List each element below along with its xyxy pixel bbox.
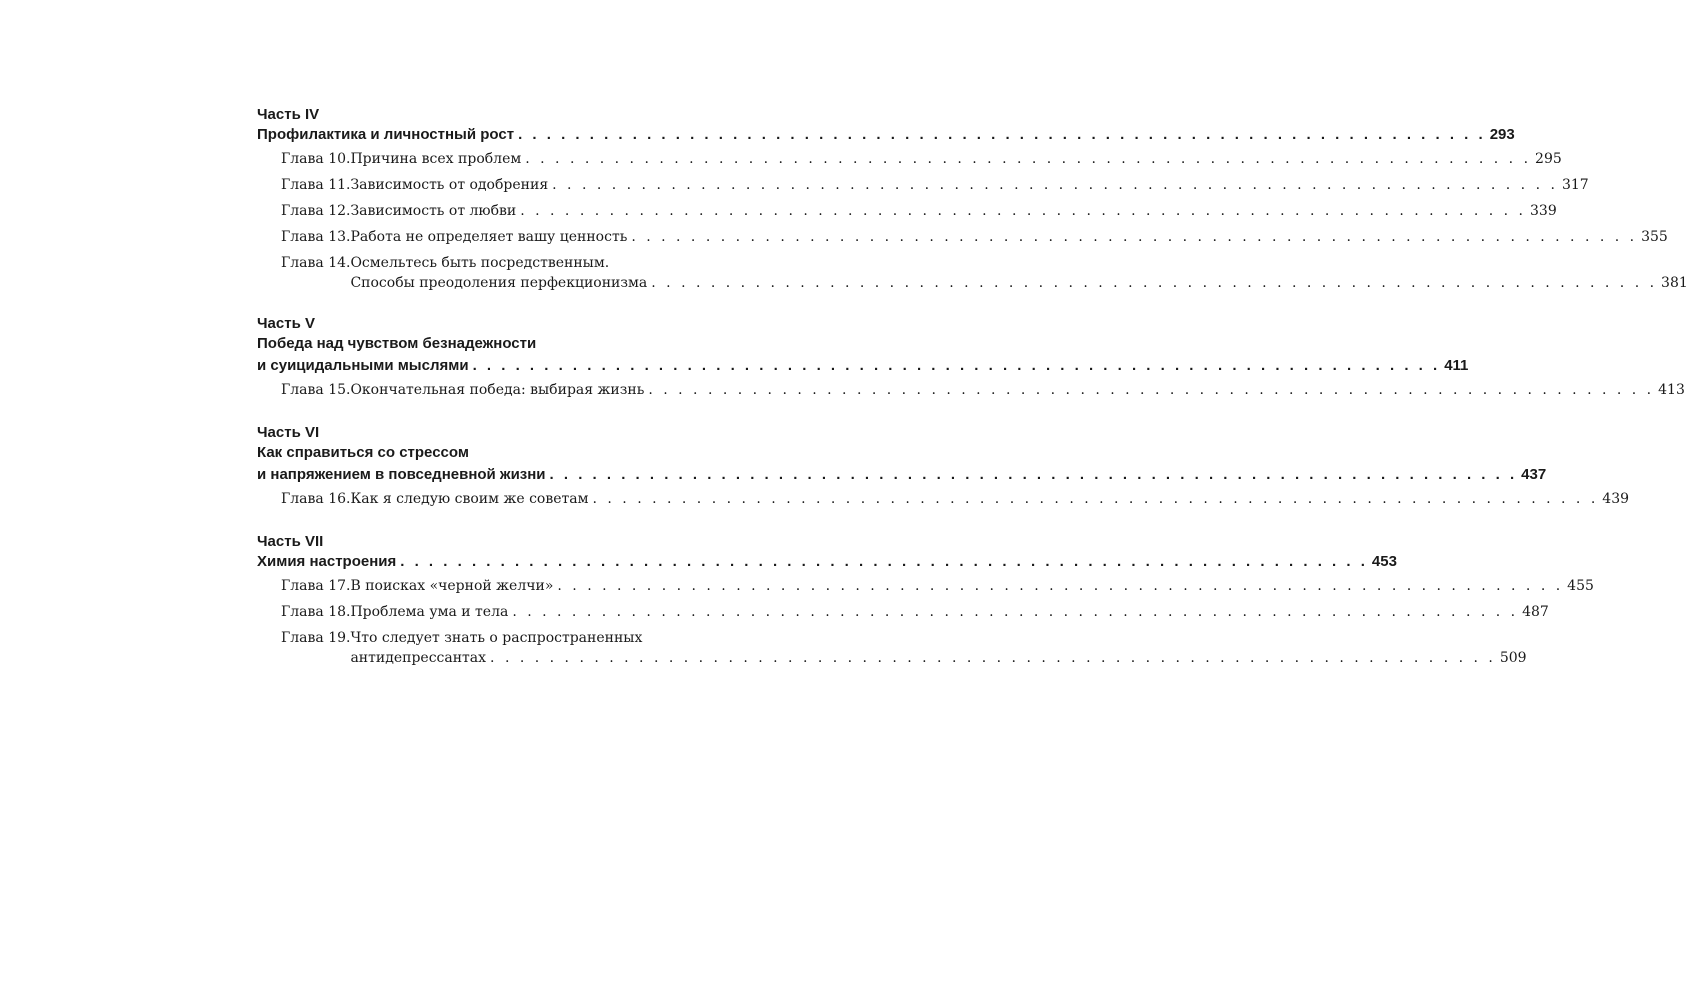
chapter-title-line: Что следует знать о распространенных [350,630,643,646]
part-label: Часть VI [257,424,320,441]
chapter-entry-line [350,573,1593,599]
part-label: Часть V [257,315,315,332]
part-title-line: Как справиться со стрессом [257,444,469,461]
toc-chapter [257,250,1688,294]
dot-leader: . . . . . . . . . . . . . . . . . . . . . . . . . . . . . . . . . . . . . . . . . . . . . . . . . . . . . . . . . . . . . . . . . . . . [490,650,1496,666]
part-label: Часть VII [257,533,324,550]
chapter-body [350,146,1561,172]
chapter-body [350,250,1687,294]
chapter-page-number: 381 [1661,275,1688,291]
chapter-page-number: 509 [1499,650,1527,666]
chapter-label: Глава 14. [281,255,351,271]
chapter-label: Глава 17. [281,578,351,594]
dot-leader: . . . . . . . . . . . . . . . . . . . . . . . . . . . . . . . . . . . . . . . . . . . . . . . . . . . . . . . . . . . . . . . . . . . . [400,553,1368,570]
chapter-label: Глава 13. [281,229,351,245]
chapter-page-number: 455 [1567,578,1594,594]
chapter-body [350,172,1588,198]
part-title [257,333,1469,377]
chapter-page-number: 487 [1522,604,1549,620]
chapter-title: Проблема ума и тела [350,604,509,620]
chapter-page-number: 317 [1561,177,1589,193]
part-page-number: 437 [1521,466,1547,483]
toc-chapter [257,625,1527,669]
chapter-title: Зависимость от одобрения [350,177,549,193]
chapter-label: Глава 11. [281,177,351,193]
part-title: и напряжением в повседневной жизни [257,466,546,483]
chapter-title-line: Осмельтесь быть посредственным. [350,255,610,271]
toc-chapter [257,198,1557,224]
chapter-body [350,625,1526,669]
chapter-page-number: 295 [1535,151,1562,167]
toc-chapter [257,486,1630,512]
part-label: Часть IV [257,106,320,123]
chapter-title: Способы преодоления перфекционизма [350,275,648,291]
dot-leader: . . . . . . . . . . . . . . . . . . . . . . . . . . . . . . . . . . . . . . . . . . . . . . . . . . . . . . . . . . . . . . . . . . . . [472,357,1441,374]
dot-leader: . . . . . . . . . . . . . . . . . . . . . . . . . . . . . . . . . . . . . . . . . . . . . . . . . . . . . . . . . . . . . . . . . . . . [512,604,1519,620]
part-entry-line [257,551,1397,573]
part-title [257,124,1515,146]
part-title [257,442,1547,486]
chapter-entry-line [350,486,1629,512]
chapter-label: Глава 15. [281,382,351,398]
dot-leader: . . . . . . . . . . . . . . . . . . . . . . . . . . . . . . . . . . . . . . . . . . . . . . . . . . . . . . . . . . . . . . . . . . . . [631,229,1638,245]
toc-chapter [257,377,1685,403]
toc-part [257,532,1594,669]
chapter-entry-line [350,198,1556,224]
part-page-number: 411 [1444,357,1469,374]
toc-chapter [257,146,1562,172]
chapter-body [350,377,1684,403]
chapter-page-number: 413 [1658,382,1685,398]
chapter-entry-line [350,377,1684,403]
chapter-title: В поисках «черной желчи» [350,578,554,594]
chapter-title: антидепрессантах [350,650,487,666]
chapter-title: Как я следую своим же советам [350,491,589,507]
part-title: Химия настроения [257,553,397,570]
chapter-entry-line [350,224,1667,250]
dot-leader: . . . . . . . . . . . . . . . . . . . . . . . . . . . . . . . . . . . . . . . . . . . . . . . . . . . . . . . . . . . . . . . . . . . . [592,491,1599,507]
part-title [257,551,1397,573]
toc-chapter [257,224,1668,250]
dot-leader: . . . . . . . . . . . . . . . . . . . . . . . . . . . . . . . . . . . . . . . . . . . . . . . . . . . . . . . . . . . . . . . . . . . . [518,126,1486,143]
chapter-title: Работа не определяет вашу ценность [350,229,628,245]
chapter-page-number: 439 [1602,491,1630,507]
chapter-label: Глава 18. [281,604,351,620]
part-entry-line [257,464,1547,486]
dot-leader: . . . . . . . . . . . . . . . . . . . . . . . . . . . . . . . . . . . . . . . . . . . . . . . . . . . . . . . . . . . . . . . . . . . . [520,203,1527,219]
chapter-body [350,224,1667,250]
chapter-page-number: 339 [1530,203,1557,219]
toc-part [257,105,1688,294]
chapter-title: Зависимость от любви [350,203,517,219]
chapter-entry-line [350,172,1588,198]
dot-leader: . . . . . . . . . . . . . . . . . . . . . . . . . . . . . . . . . . . . . . . . . . . . . . . . . . . . . . . . . . . . . . . . . . . . [557,578,1564,594]
part-page-number: 293 [1489,126,1515,143]
chapter-body [350,198,1556,224]
part-title-line: Победа над чувством безнадежности [257,335,537,352]
chapter-label: Глава 19. [281,630,351,646]
toc-chapter [257,573,1594,599]
toc-chapter [257,172,1589,198]
part-entry-line [257,355,1469,377]
chapter-entry-line [350,273,1687,294]
chapter-entry-line [350,648,1526,669]
toc-part [257,314,1685,403]
chapter-body [350,599,1548,625]
dot-leader: . . . . . . . . . . . . . . . . . . . . . . . . . . . . . . . . . . . . . . . . . . . . . . . . . . . . . . . . . . . . . . . . . . . . [549,466,1518,483]
dot-leader: . . . . . . . . . . . . . . . . . . . . . . . . . . . . . . . . . . . . . . . . . . . . . . . . . . . . . . . . . . . . . . . . . . . . [651,275,1658,291]
chapter-page-number: 355 [1641,229,1668,245]
chapter-label: Глава 10. [281,151,351,167]
dot-leader: . . . . . . . . . . . . . . . . . . . . . . . . . . . . . . . . . . . . . . . . . . . . . . . . . . . . . . . . . . . . . . . . . . . . [525,151,1532,167]
chapter-body [350,486,1629,512]
chapter-title: Причина всех проблем [350,151,522,167]
part-title: и суицидальными мыслями [257,357,469,374]
part-entry-line [257,124,1515,146]
part-page-number: 453 [1371,553,1397,570]
dot-leader: . . . . . . . . . . . . . . . . . . . . . . . . . . . . . . . . . . . . . . . . . . . . . . . . . . . . . . . . . . . . . . . . . . . . [552,177,1558,193]
chapter-label: Глава 16. [281,491,351,507]
chapter-label: Глава 12. [281,203,351,219]
chapter-body [350,573,1593,599]
dot-leader: . . . . . . . . . . . . . . . . . . . . . . . . . . . . . . . . . . . . . . . . . . . . . . . . . . . . . . . . . . . . . . . . . . . . [648,382,1655,398]
chapter-entry-line [350,599,1548,625]
toc-chapter [257,599,1549,625]
part-title: Профилактика и личностный рост [257,126,515,143]
table-of-contents [257,105,1688,689]
chapter-entry-line [350,146,1561,172]
chapter-title: Окончательная победа: выбирая жизнь [350,382,645,398]
toc-part [257,423,1630,512]
